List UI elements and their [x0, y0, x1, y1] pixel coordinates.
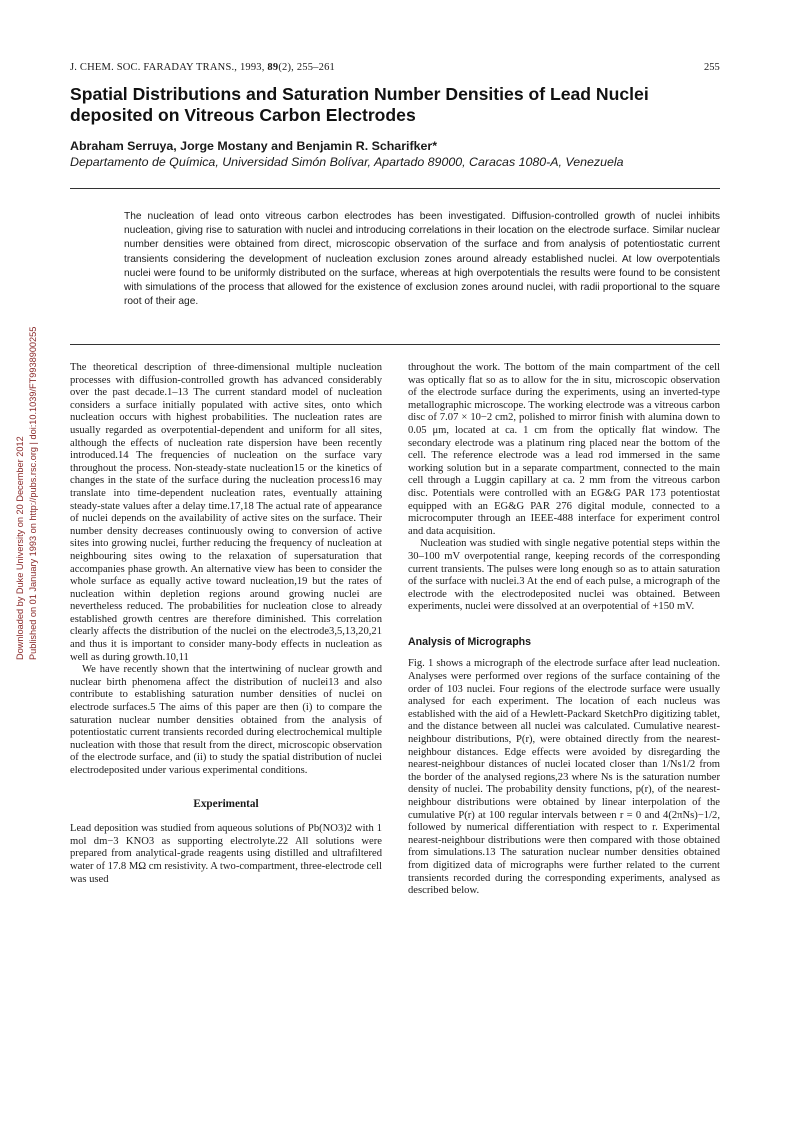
download-watermark	[4, 300, 44, 660]
right-column	[408, 362, 720, 898]
journal-name: J. CHEM. SOC. FARADAY TRANS., 1993,	[70, 62, 265, 73]
abstract: The nucleation of lead onto vitreous carbon electrodes has been investigated. Diffusion-controlled growth of nuclei inhibits nucleation, giving rise to saturation with nuclei and introducing correlations in their location on the electrode surface. Similar nuclear number densities were obtained from direct, microscopic observation of the surface and from analysis of potentiostatic current transients considering the development of nucleation exclusion zones around already established nuclei. At low overpotentials nuclei were found to be uniformly distributed on the surface, whereas at high overpotentials the results were found to be consistent with simulations of the process that allowed for the existence of exclusion zones around nuclei, with radii proportional to the square root of their age.	[124, 211, 720, 308]
page-number: 255	[704, 62, 720, 73]
paragraph: Nucleation was studied with single negative potential steps within the 30–100 mV overpotential range, keeping records of the corresponding current transients. The pulses were long enough so as to attain saturation of the surface with nuclei.3 At the end of each pulse, a micrograph of the electrode with the electrodeposited nuclei was obtained. Between experiments, nuclei were dissolved at an overpotential of +150 mV.	[408, 538, 720, 613]
journal-issue-pages: (2), 255–261	[278, 62, 335, 73]
author-list: Abraham Serruya, Jorge Mostany and Benjamin R. Scharifker*	[70, 139, 438, 153]
journal-citation	[70, 62, 335, 73]
paragraph: The theoretical description of three-dimensional multiple nucleation processes with diffusion-controlled growth has advanced considerably over the past decade.1–13 The current standard model of nucleation considers a surface initially populated with active sites, onto which nucleation occurs with highest probabilities. The nucleation rates are usually regarded as overpotential-dependent and uniform for all sites, although the effects of nucleation rate dispersion have been recently introduced.14 The frequencies of nucleation on the surface vary throughout the process. Non-steady-state nucleation15 or the kinetics of changes in the state of the surface during the nucleation process16 may translate into time-dependent nucleation rates, eventually attaining steady-state values after a delay time.17,18 The actual rate of appearance of nuclei depends on the availability of active sites on the surface. Their number density decreases continuously owing to conversion of active sites into growing nuclei, further reducing the frequency of nucleation at neighbouring sites owing to the relaxation of supersaturation that accompanies phase growth. An alternative view has been to consider the whole surface as equally active toward nucleation,19 but the rates of nucleation within depletion regions around growing nuclei are nevertheless reduced. The probabilities for nucleation close to already established growth centres are therefore diminished. This correlation clearly affects the distribution of the nuclei on the electrode3,5,13,20,21 and thus it is important to consider many-body effects in nucleation as well as during growth.10,11	[70, 362, 382, 663]
subsection-heading: Analysis of Micrographs	[408, 635, 532, 648]
article-title: Spatial Distributions and Saturation Number Densities of Lead Nuclei deposited on Vitreous Carbon Electrodes	[70, 84, 649, 125]
paragraph: We have recently shown that the intertwining of nuclear growth and nuclear birth phenomena affect the distribution of nuclei13 and also contribute to establishing saturation number densities of nuclei on electrode surfaces.5 The aims of this paper are then (i) to compare the saturation nuclear number densities obtained from the analysis of potentiostatic current transients recorded during electrochemical multiple nucleation with those that result from the direct, microscopic observation of the electrode surface, and (ii) to study the spatial distribution of nuclei electrodeposited under various experimental conditions.	[70, 664, 382, 776]
journal-volume: 89	[267, 62, 279, 73]
download-line: Downloaded by Duke University on 20 December 2012	[15, 436, 25, 660]
paragraph: Fig. 1 shows a micrograph of the electrode surface after lead nucleation. Analyses were performed over regions of the surface containing of the order of 103 nuclei. Four regions of the electrode surface were usually analysed for each experiment. The location of each nucleus was established with the aid of a Hewlett-Packard SketchPro digitizing tablet, and the distance between all nuclei was calculated. Cumulative nearest-neighbour distributions, P(r), were obtained directly from the nearest-neighbour distances. Edge effects were avoided by disregarding the nearest-neighbour distances of nuclei located closer than 1/Ns1/2 from the border of the analysed regions,23 where Ns is the saturation number density of nuclei. The probability density functions, p(r), of the nearest-neighbour distributions were obtained by linear interpolation of the cumulative P(r) at 100 regular intervals between r = 0 and 4(2πNs)−1/2, followed by numerical differentiation with respect to r. Experimental nearest-neighbour distributions were then compared with those obtained from simulations.13 The saturation nuclear number densities obtained from digitized data of micrographs were further related to the current transients recorded during the corresponding experiments, analysed as described below.	[408, 658, 720, 897]
left-column	[70, 362, 382, 886]
published-line: Published on 01 January 1993 on http://pubs.rsc.org | doi:10.1039/FT9938900255	[28, 326, 38, 660]
author-affiliation: Departamento de Química, Universidad Simón Bolívar, Apartado 89000, Caracas 1080-A, Venezuela	[70, 155, 624, 169]
header-divider	[70, 188, 720, 189]
abstract-divider	[70, 344, 720, 345]
paragraph: Lead deposition was studied from aqueous solutions of Pb(NO3)2 with 1 mol dm−3 KNO3 as supporting electrolyte.22 All solutions were prepared from analytical-grade reagents using distilled and ultrafiltered water of 17.8 MΩ cm resistivity. A two-compartment, three-electrode cell was used	[70, 823, 382, 885]
section-heading: Experimental	[193, 797, 259, 810]
paragraph: throughout the work. The bottom of the main compartment of the cell was optically flat so as to allow for the in situ, microscopic observation of the electrode surface during the experiments, using an inverted-type metallographic microscope. The working electrode was a vitreous carbon disc of 7.07 × 10−2 cm2, polished to mirror finish with alumina down to 0.05 μm, located at ca. 1 cm from the optically flat window. The secondary electrode was a platinum ring placed near the bottom of the cell. The reference electrode was a lead rod immersed in the same working solution but in a separate compartment, connected to the main cell through a Luggin capillary at ca. 2 mm from the vitreous carbon disc. Potentials were controlled with an EG&G PAR 173 potentiostat equipped with an EG&G PAR 276 digital module, connected to a microcomputer through an IEEE-488 interface for experiment control and data acquisition.	[408, 362, 720, 537]
